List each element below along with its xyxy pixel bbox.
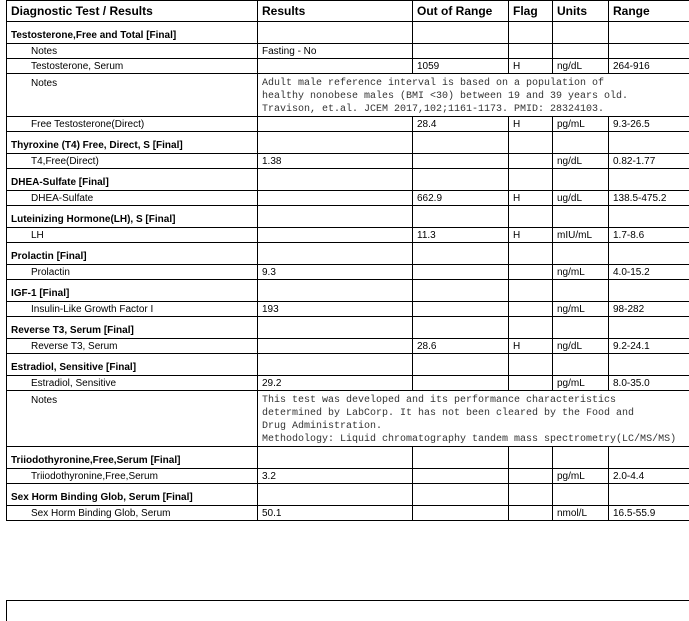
header-results: Results: [258, 1, 413, 22]
empty-cell: [553, 169, 609, 191]
notes-row: [7, 391, 689, 447]
results-body: [7, 22, 689, 521]
test-name: Reverse T3, Serum: [7, 339, 258, 354]
empty-cell: [509, 132, 553, 154]
empty-cell: [509, 243, 553, 265]
out-of-range-value: 1059: [413, 59, 509, 74]
units-value: ng/mL: [553, 265, 609, 280]
flag-value: H: [509, 191, 553, 206]
empty-cell: [413, 447, 509, 469]
notes-line: healthy nonobese males (BMI <30) between 19 and 39 years old.: [262, 90, 689, 103]
section-header-row: [7, 22, 689, 44]
section-title: Reverse T3, Serum [Final]: [7, 317, 258, 339]
empty-cell: [413, 354, 509, 376]
result-value: Fasting - No: [258, 44, 413, 59]
section-title: Testosterone,Free and Total [Final]: [7, 22, 258, 44]
empty-cell: [258, 132, 413, 154]
result-value: [258, 117, 413, 132]
units-value: pg/mL: [553, 469, 609, 484]
test-name: Sex Horm Binding Glob, Serum: [7, 506, 258, 521]
empty-cell: [509, 484, 553, 506]
empty-cell: [553, 317, 609, 339]
result-value: 29.2: [258, 376, 413, 391]
test-name: LH: [7, 228, 258, 243]
result-value: 193: [258, 302, 413, 317]
reference-range: 8.0-35.0: [609, 376, 689, 391]
flag-value: [509, 469, 553, 484]
header-flag: Flag: [509, 1, 553, 22]
empty-cell: [553, 280, 609, 302]
header-out-of-range: Out of Range: [413, 1, 509, 22]
empty-cell: [609, 484, 689, 506]
units-value: ng/dL: [553, 59, 609, 74]
section-header-row: [7, 132, 689, 154]
empty-cell: [413, 280, 509, 302]
test-name: Insulin-Like Growth Factor I: [7, 302, 258, 317]
reference-range: 4.0-15.2: [609, 265, 689, 280]
units-value: ng/mL: [553, 302, 609, 317]
empty-cell: [413, 206, 509, 228]
empty-cell: [609, 447, 689, 469]
result-value: 50.1: [258, 506, 413, 521]
out-of-range-value: 662.9: [413, 191, 509, 206]
empty-cell: [258, 22, 413, 44]
reference-range: 1.7-8.6: [609, 228, 689, 243]
empty-cell: [509, 447, 553, 469]
empty-cell: [609, 354, 689, 376]
test-name: Triiodothyronine,Free,Serum: [7, 469, 258, 484]
notes-line: determined by LabCorp. It has not been cleared by the Food and: [262, 407, 689, 420]
header-units: Units: [553, 1, 609, 22]
empty-cell: [553, 447, 609, 469]
empty-cell: [553, 206, 609, 228]
empty-cell: [413, 243, 509, 265]
empty-cell: [258, 484, 413, 506]
empty-cell: [509, 280, 553, 302]
section-header-row: [7, 484, 689, 506]
result-row: [7, 154, 689, 169]
empty-cell: [258, 354, 413, 376]
empty-cell: [553, 354, 609, 376]
result-row: [7, 339, 689, 354]
section-title: IGF-1 [Final]: [7, 280, 258, 302]
result-row: [7, 376, 689, 391]
empty-cell: [509, 206, 553, 228]
empty-cell: [609, 169, 689, 191]
out-of-range-value: [413, 154, 509, 169]
result-row: [7, 117, 689, 132]
out-of-range-value: 28.4: [413, 117, 509, 132]
header-range: Range: [609, 1, 689, 22]
out-of-range-value: [413, 469, 509, 484]
result-row: [7, 191, 689, 206]
flag-value: H: [509, 228, 553, 243]
empty-cell: [413, 22, 509, 44]
flag-value: H: [509, 117, 553, 132]
result-row: [7, 265, 689, 280]
flag-value: [509, 154, 553, 169]
reference-range: 16.5-55.9: [609, 506, 689, 521]
notes-line: Travison, et.al. JCEM 2017,102;1161-1173. PMID: 28324103.: [262, 103, 689, 116]
flag-value: [509, 506, 553, 521]
units-value: pg/mL: [553, 376, 609, 391]
result-value: 1.38: [258, 154, 413, 169]
reference-range: 9.2-24.1: [609, 339, 689, 354]
section-header-row: [7, 169, 689, 191]
result-row: [7, 59, 689, 74]
empty-cell: [509, 354, 553, 376]
result-value: [258, 228, 413, 243]
test-name: Testosterone, Serum: [7, 59, 258, 74]
out-of-range-value: 11.3: [413, 228, 509, 243]
empty-cell: [553, 243, 609, 265]
section-title: Luteinizing Hormone(LH), S [Final]: [7, 206, 258, 228]
section-header-row: [7, 447, 689, 469]
empty-cell: [609, 132, 689, 154]
out-of-range-value: 28.6: [413, 339, 509, 354]
test-name: Prolactin: [7, 265, 258, 280]
out-of-range-value: [413, 265, 509, 280]
result-value: [258, 339, 413, 354]
empty-cell: [413, 317, 509, 339]
out-of-range-value: [413, 44, 509, 59]
test-name: Estradiol, Sensitive: [7, 376, 258, 391]
section-title: Estradiol, Sensitive [Final]: [7, 354, 258, 376]
reference-range: 138.5-475.2: [609, 191, 689, 206]
empty-cell: [413, 484, 509, 506]
result-value: [258, 191, 413, 206]
notes-line: Adult male reference interval is based on a population of: [262, 77, 689, 90]
empty-cell: [609, 317, 689, 339]
test-name: Notes: [7, 44, 258, 59]
test-name: Free Testosterone(Direct): [7, 117, 258, 132]
notes-line: Methodology: Liquid chromatography tandem mass spectrometry(LC/MS/MS): [262, 433, 689, 446]
notes-line: This test was developed and its performance characteristics: [262, 394, 689, 407]
reference-range: 9.3-26.5: [609, 117, 689, 132]
flag-value: [509, 265, 553, 280]
flag-value: [509, 44, 553, 59]
empty-cell: [258, 447, 413, 469]
result-row: [7, 302, 689, 317]
section-header-row: [7, 243, 689, 265]
result-row: [7, 506, 689, 521]
section-title: Triiodothyronine,Free,Serum [Final]: [7, 447, 258, 469]
notes-row: [7, 74, 689, 117]
reference-range: 2.0-4.4: [609, 469, 689, 484]
empty-cell: [509, 169, 553, 191]
result-value: 3.2: [258, 469, 413, 484]
empty-cell: [258, 317, 413, 339]
empty-cell: [609, 22, 689, 44]
empty-cell: [553, 132, 609, 154]
reference-range: 98-282: [609, 302, 689, 317]
section-header-row: [7, 280, 689, 302]
result-row: [7, 44, 689, 59]
empty-cell: [509, 22, 553, 44]
empty-cell: [609, 280, 689, 302]
reference-range: 264-916: [609, 59, 689, 74]
notes-label: Notes: [7, 391, 258, 447]
reference-range: 0.82-1.77: [609, 154, 689, 169]
notes-line: Drug Administration.: [262, 420, 689, 433]
flag-value: H: [509, 339, 553, 354]
section-title: Prolactin [Final]: [7, 243, 258, 265]
section-header-row: [7, 354, 689, 376]
out-of-range-value: [413, 506, 509, 521]
empty-cell: [509, 317, 553, 339]
test-name: DHEA-Sulfate: [7, 191, 258, 206]
units-value: ug/dL: [553, 191, 609, 206]
units-value: ng/dL: [553, 339, 609, 354]
out-of-range-value: [413, 376, 509, 391]
flag-value: H: [509, 59, 553, 74]
units-value: nmol/L: [553, 506, 609, 521]
empty-cell: [553, 484, 609, 506]
result-value: 9.3: [258, 265, 413, 280]
flag-value: [509, 376, 553, 391]
test-name: T4,Free(Direct): [7, 154, 258, 169]
result-row: [7, 469, 689, 484]
lab-results-table: [6, 0, 689, 521]
flag-value: [509, 302, 553, 317]
empty-cell: [258, 280, 413, 302]
empty-cell: [609, 243, 689, 265]
units-value: pg/mL: [553, 117, 609, 132]
empty-cell: [258, 169, 413, 191]
section-header-row: [7, 206, 689, 228]
units-value: [553, 44, 609, 59]
out-of-range-value: [413, 302, 509, 317]
units-value: mIU/mL: [553, 228, 609, 243]
section-title: Sex Horm Binding Glob, Serum [Final]: [7, 484, 258, 506]
section-header-row: [7, 317, 689, 339]
notes-text: [258, 74, 689, 117]
notes-label: Notes: [7, 74, 258, 117]
header-row: [7, 1, 689, 22]
empty-cell: [413, 169, 509, 191]
empty-cell: [553, 22, 609, 44]
header-test: Diagnostic Test / Results: [7, 1, 258, 22]
empty-cell: [413, 132, 509, 154]
result-value: [258, 59, 413, 74]
notes-text: [258, 391, 689, 447]
section-title: DHEA-Sulfate [Final]: [7, 169, 258, 191]
units-value: ng/dL: [553, 154, 609, 169]
section-title: Thyroxine (T4) Free, Direct, S [Final]: [7, 132, 258, 154]
empty-cell: [609, 206, 689, 228]
empty-cell: [258, 243, 413, 265]
empty-cell: [258, 206, 413, 228]
result-row: [7, 228, 689, 243]
reference-range: [609, 44, 689, 59]
